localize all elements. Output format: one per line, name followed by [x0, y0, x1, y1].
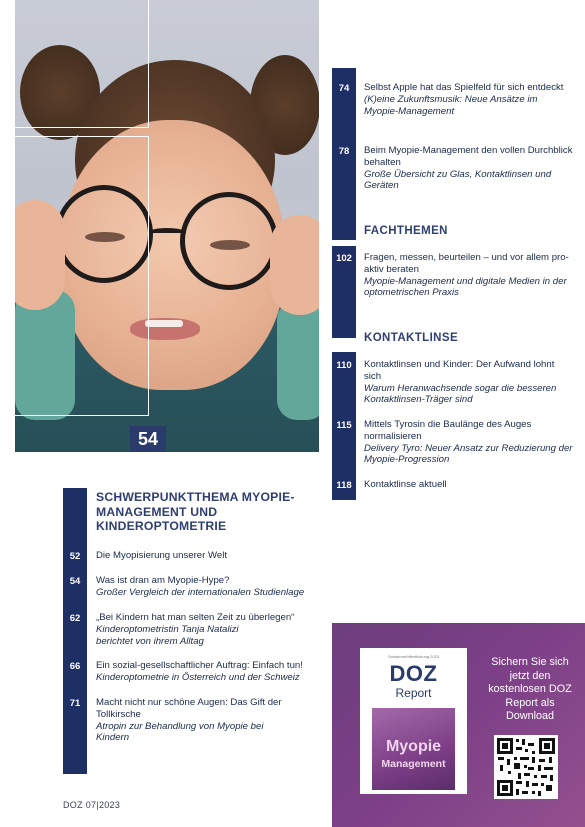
- photo-page-number[interactable]: 54: [130, 426, 166, 452]
- toc-page-number[interactable]: 74: [338, 83, 350, 94]
- toc-page-number[interactable]: 115: [336, 420, 352, 431]
- toc-page-number[interactable]: 78: [338, 146, 350, 157]
- toc-entry[interactable]: [96, 550, 336, 562]
- toc-entry-title: Fragen, messen, beurteilen – und vor allem pro-aktiv beraten: [364, 252, 569, 275]
- toc-entry-subtitle: Kinderoptometrie in Österreich und der Schweiz: [96, 671, 300, 683]
- frame-line: [15, 136, 149, 416]
- toc-entry[interactable]: [96, 575, 336, 599]
- toc-page-number[interactable]: 52: [69, 551, 81, 562]
- toc-entry[interactable]: [96, 660, 336, 684]
- toc-entry[interactable]: [364, 479, 574, 491]
- toc-entry-subtitle: Delivery Tyro: Neuer Ansatz zur Reduzierung der Myopie-Progression: [364, 442, 573, 466]
- toc-entry-subtitle: (K)eine Zukunftsmusik: Neue Ansätze im Myopie-Management: [364, 93, 538, 117]
- toc-page-number[interactable]: 66: [69, 661, 81, 672]
- ad-text: Sichern Sie sich jetzt den kostenlosen DOZ Report als Download: [488, 656, 572, 723]
- toc-page-number[interactable]: 54: [69, 576, 81, 587]
- toc-entry-subtitle: Warum Heranwachsende sogar die besseren Kontaktlinsen-Träger sind: [364, 382, 557, 406]
- toc-entry-title: „Bei Kindern hat man selten Zeit zu überlegen“: [96, 612, 295, 623]
- cover-photo: [15, 0, 319, 452]
- toc-entry-title: Die Myopisierung unserer Welt: [96, 550, 227, 561]
- toc-page-number[interactable]: 110: [336, 360, 352, 371]
- doz-report-ad[interactable]: [332, 623, 585, 827]
- toc-entry-title: Was ist dran am Myopie-Hype?: [96, 575, 230, 586]
- section-heading-kontaktlinse: KONTAKTLINSE: [364, 332, 459, 344]
- toc-entry-title: Kontaktlinsen und Kinder: Der Aufwand lohnt sich: [364, 359, 555, 382]
- toc-entry-subtitle: Kinderoptometristin Tanja Natalizi berichtet von ihrem Alltag: [96, 623, 239, 647]
- toc-entry-title: Macht nicht nur schöne Augen: Das Gift der Tollkirsche: [96, 697, 282, 720]
- toc-entry[interactable]: [364, 252, 574, 299]
- toc-entry[interactable]: [364, 82, 574, 117]
- report-title-sub: Management: [381, 758, 446, 770]
- toc-entry-title: Selbst Apple hat das Spielfeld für sich entdeckt: [364, 82, 564, 93]
- toc-entry[interactable]: [364, 359, 574, 406]
- toc-entry-subtitle: Großer Vergleich der internationalen Studienlage: [96, 586, 305, 598]
- toc-entry-title: Mittels Tyrosin die Baulänge des Auges normalisieren: [364, 419, 532, 442]
- page-footer: DOZ 07|2023: [63, 800, 121, 810]
- report-title: Myopie: [385, 738, 442, 755]
- toc-entry-subtitle: Große Übersicht zu Glas, Kontaktlinsen und Geräten: [364, 168, 552, 192]
- section-heading-fachthemen: FACHTHEMEN: [364, 225, 448, 237]
- toc-page-number[interactable]: 71: [69, 698, 81, 709]
- report-cover[interactable]: [360, 648, 467, 794]
- toc-entry[interactable]: [96, 697, 296, 744]
- toc-entry[interactable]: [96, 612, 336, 647]
- toc-entry-subtitle: Myopie-Management und digitale Medien in der optometrischen Praxis: [364, 275, 567, 299]
- toc-entry[interactable]: [364, 419, 574, 466]
- section-heading-schwerpunkt: SCHWERPUNKTTHEMA MYOPIE-MANAGEMENT UND KINDEROPTOMETRIE: [96, 490, 295, 533]
- toc-entry-subtitle: Atropin zur Behandlung von Myopie bei Kindern: [96, 720, 264, 744]
- glasses-lens-right: [180, 192, 278, 290]
- toc-entry[interactable]: [364, 145, 574, 192]
- toc-entry-title: Kontaktlinse aktuell: [364, 479, 447, 490]
- qr-code-icon[interactable]: [494, 735, 558, 799]
- report-cover-image: [372, 708, 455, 790]
- toc-page-number[interactable]: 62: [69, 613, 81, 624]
- toc-bar: [63, 488, 87, 774]
- toc-entry-title: Beim Myopie-Management den vollen Durchblick behalten: [364, 145, 573, 168]
- frame-line: [15, 0, 149, 128]
- report-subtitle: Report: [395, 686, 432, 700]
- report-cover-label: Sonderveröffentlichung 2023: [387, 654, 440, 659]
- toc-entry-title: Ein sozial-gesellschaftlicher Auftrag: Einfach tun!: [96, 660, 303, 671]
- toc-page-number[interactable]: 118: [336, 480, 352, 491]
- toc-page-number[interactable]: 102: [336, 253, 352, 264]
- doz-logo: DOZ: [389, 661, 438, 686]
- hand-right: [270, 215, 319, 315]
